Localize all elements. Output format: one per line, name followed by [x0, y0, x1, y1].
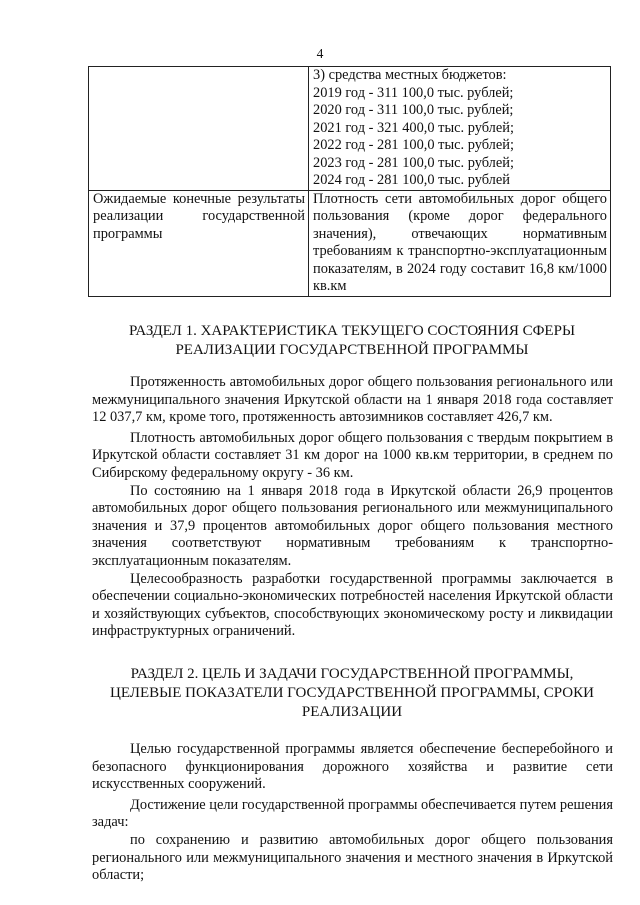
table-cell-empty: [89, 67, 309, 191]
section-1-title: [92, 322, 612, 360]
paragraph: Целью государственной программы является обеспечение бесперебойного и безопасного функционирования дорожного хозяйства и развитие сети искусственных сооружений.: [92, 741, 613, 793]
expected-results-label: Ожидаемые конечные результаты реализации государственной программы: [93, 190, 305, 242]
paragraph: Плотность автомобильных дорог общего пользования с твердым покрытием в Иркутской области составляет 31 км дорог на 1000 кв.км территории, в среднем по Сибирскому федеральному округу - 36 км.: [92, 429, 613, 481]
paragraph: Целесообразность разработки государственной программы заключается в обеспечении социально-экономических потребностей населения Иркутской области и хозяйствующих субъектов, способствующих экономическому росту и ликвидации инфраструктурных ограничений.: [92, 570, 613, 640]
budget-line: 2019 год - 311 100,0 тыс. рублей;: [313, 84, 514, 101]
table-row: [89, 190, 611, 296]
section-2-title-line: РАЗДЕЛ 2. ЦЕЛЬ И ЗАДАЧИ ГОСУДАРСТВЕННОЙ ПРОГРАММЫ,: [130, 666, 574, 682]
section-1-body: [92, 374, 613, 641]
expected-results-value: Плотность сети автомобильных дорог общего пользования (кроме дорог федерального значения), отвечающих нормативным требованиям к транспортно-эксплуатационным показателям, в 2024 году составит 16,8 км/1000 кв.км: [313, 190, 607, 294]
table-row: [89, 67, 611, 191]
budget-line: 2023 год - 281 100,0 тыс. рублей;: [313, 154, 514, 171]
table-cell-expected-results-label: [89, 190, 309, 296]
table-cell-expected-results-value: [309, 190, 611, 296]
section-2-title: [92, 665, 612, 722]
budget-line: 3) средства местных бюджетов:: [313, 67, 507, 83]
section-1-title-line: РЕАЛИЗАЦИИ ГОСУДАРСТВЕННОЙ ПРОГРАММЫ: [175, 342, 529, 358]
section-2-title-line: ЦЕЛЕВЫЕ ПОКАЗАТЕЛИ ГОСУДАРСТВЕННОЙ ПРОГРАММЫ, СРОКИ: [110, 685, 594, 701]
budget-line: 2020 год - 311 100,0 тыс. рублей;: [313, 102, 514, 118]
section-2-body: [92, 741, 613, 885]
page-number: 4: [316, 46, 324, 61]
budget-line: 2021 год - 321 400,0 тыс. рублей;: [313, 119, 514, 136]
paragraph: по сохранению и развитию автомобильных дорог общего пользования регионального или межмуниципального значения и местного значения в Иркутской области;: [92, 831, 613, 884]
paragraph: Протяженность автомобильных дорог общего пользования регионального или межмуниципального значения Иркутской области на 1 января 2018 года составляет 12 037,7 км, кроме того, протяженность автозимников составляет 426,7 км.: [92, 374, 613, 426]
paragraph: Достижение цели государственной программы обеспечивается путем решения задач:: [92, 796, 613, 831]
budget-line: 2024 год - 281 100,0 тыс. рублей: [313, 172, 510, 188]
section-2-title-line: РЕАЛИЗАЦИИ: [301, 704, 403, 720]
section-1-title-line: РАЗДЕЛ 1. ХАРАКТЕРИСТИКА ТЕКУЩЕГО СОСТОЯНИЯ СФЕРЫ: [128, 323, 576, 339]
paragraph: По состоянию на 1 января 2018 года в Иркутской области 26,9 процентов автомобильных дорог общего пользования регионального или межмуниципального значения и 37,9 процентов автомобильных дорог общего пользования местного значения соответствуют нормативным требованиям к транспортно-эксплуатационным показателям.: [92, 482, 613, 569]
budget-line: 2022 год - 281 100,0 тыс. рублей;: [313, 137, 514, 153]
table-cell-local-budgets: [309, 67, 611, 191]
passport-table: [88, 66, 611, 297]
